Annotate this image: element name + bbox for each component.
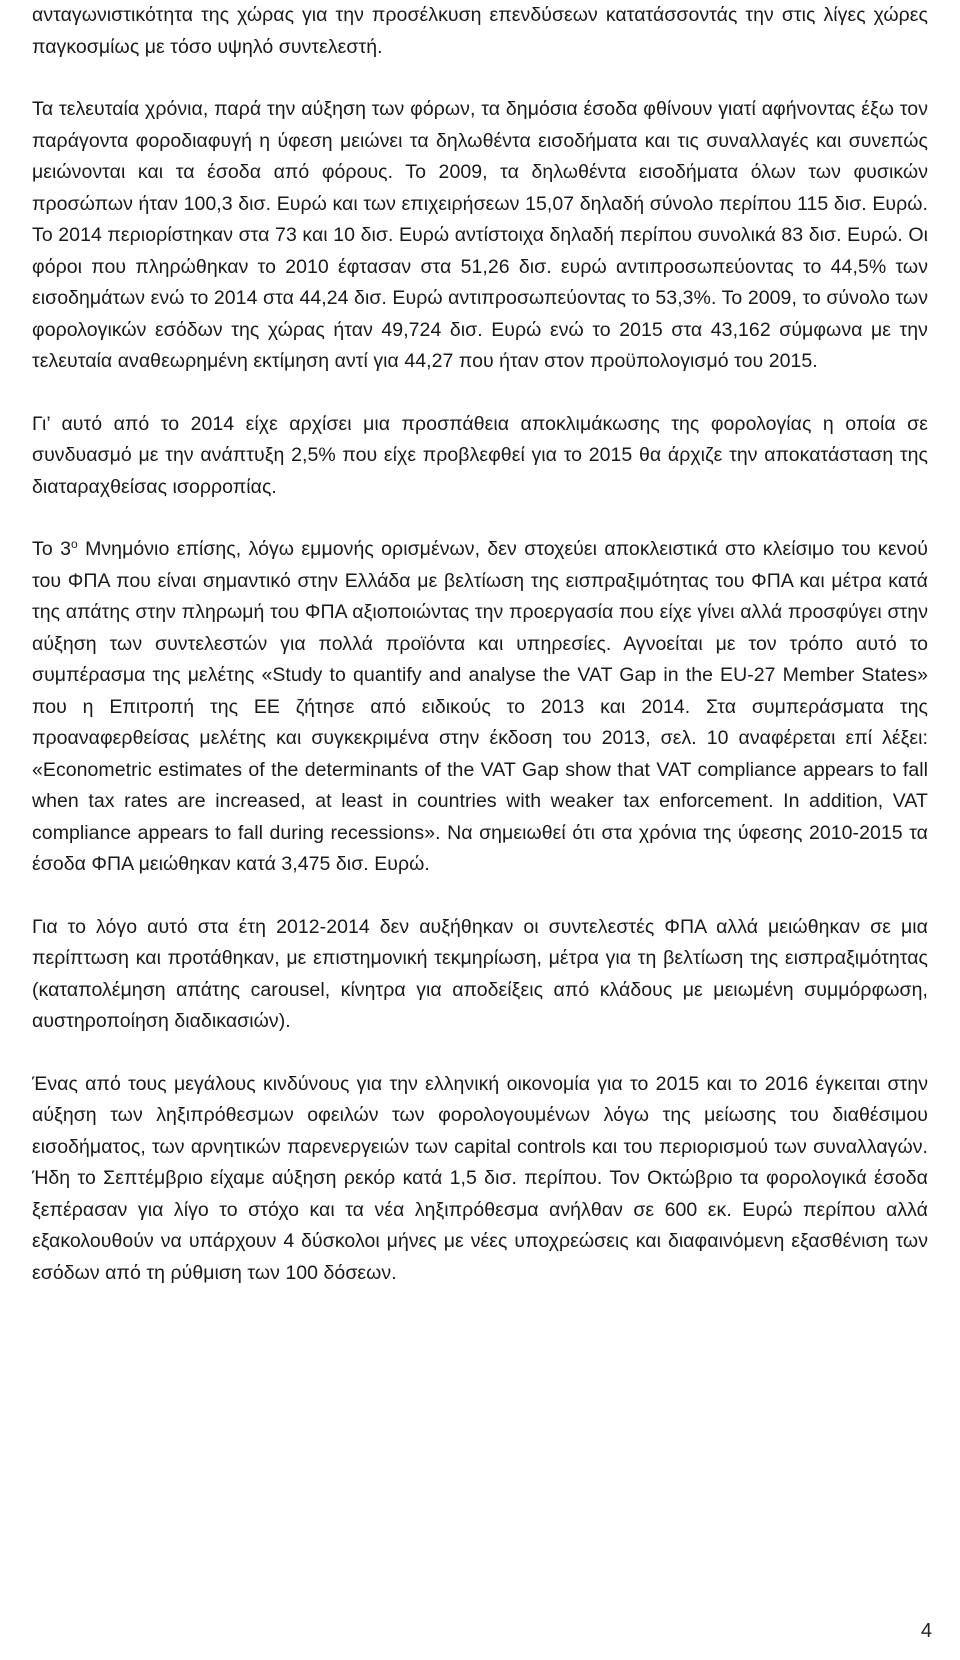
paragraph-competitiveness: ανταγωνιστικότητα της χώρας για την προσέλκυση επενδύσεων κατατάσσοντάς την στις λίγες χώρες παγκοσμίως με τόσο υψηλό συντελεστή. bbox=[32, 4, 928, 58]
page-number: 4 bbox=[920, 1620, 932, 1642]
paragraph-arrears-risk: Ένας από τους μεγάλους κινδύνους για την ελληνική οικονομία για το 2015 και το 2016 έγκειται στην αύξηση των ληξιπρόθεσμων οφειλών των φορολογουμένων λόγω της μείωσης του διαθέσιμου εισοδήματος, των αρνητικών παρενεργειών των capital controls και του περιορισμού των συναλλαγών. Ήδη το Σεπτέμβριο είχαμε αύξηση ρεκόρ κατά 1,5 δισ. περίπου. Τον Οκτώβριο τα φορολογικά έσοδα ξεπέρασαν για λίγο το στόχο και τα νέα ληξιπρόθεσμα ανήλθαν σε 600 εκ. Ευρώ περίπου αλλά εξακολουθούν να υπάρχουν 4 δύσκολοι μήνες με νέες υποχρεώσεις και διαφαινόμενη εξασθένιση των εσόδων από τη ρύθμιση των 100 δόσεων. bbox=[32, 1072, 928, 1284]
paragraph-public-revenues: Τα τελευταία χρόνια, παρά την αύξηση των φόρων, τα δημόσια έσοδα φθίνουν γιατί αφήνοντας έξω τον παράγοντα φοροδιαφυγή η ύφεση μειώνει τα δηλωθέντα εισοδήματα και τις συναλλαγές και συνεπώς μειώνονται και τα έσοδα από φόρους. Το 2009, τα δηλωθέντα εισοδήματα όλων των φυσικών προσώπων ήταν 100,3 δισ. Ευρώ και των επιχειρήσεων 15,07 δηλαδή σύνολο περίπου 115 δισ. Ευρώ. Το 2014 περιορίστηκαν στα 73 και 10 δισ. Ευρώ αντίστοιχα δηλαδή περίπου συνολικά 83 δισ. Ευρώ. Οι φόροι που πληρώθηκαν το 2010 έφτασαν στα 51,26 δισ. ευρώ αντιπροσωπεύοντας το 44,5% των εισοδημάτων ενώ το 2014 στα 44,24 δισ. Ευρώ αντιπροσωπεύοντας το 53,3%. Το 2009, το σύνολο των φορολογικών εσόδων της χώρας ήταν 49,724 δισ. Ευρώ ενώ το 2015 στα 43,162 σύμφωνα με την τελευταία αναθεωρημένη εκτίμηση αντί για 44,27 που ήταν στον προϋπολογισμό του 2015. bbox=[32, 98, 928, 372]
paragraph-tax-deescalation: Γι’ αυτό από το 2014 είχε αρχίσει μια προσπάθεια αποκλιμάκωσης της φορολογίας η οποία σε συνδυασμό με την ανάπτυξη 2,5% που είχε προβλεφθεί για το 2015 θα άρχιζε την αποκατάσταση της διαταραχθείσας ισορροπίας. bbox=[32, 412, 928, 498]
ordinal-superscript: ο bbox=[70, 537, 78, 551]
paragraph-vat-rates-2012-2014: Για το λόγο αυτό στα έτη 2012-2014 δεν αυξήθηκαν οι συντελεστές ΦΠΑ αλλά μειώθηκαν σε μια περίπτωση και προτάθηκαν, με επιστημονική τεκμηρίωση, μέτρα για τη βελτίωση της εισπραξιμότητας (καταπολέμηση απάτης carousel, κίνητρα για αποδείξεις από κλάδους με μειωμένη συμμόρφωση, αυστηροποίηση διαδικασιών). bbox=[32, 915, 928, 1032]
paragraph-third-memorandum-lead: Το 3 bbox=[32, 538, 71, 560]
paragraph-third-memorandum-vat bbox=[32, 534, 928, 881]
paragraph-third-memorandum-text: Μνημόνιο επίσης, λόγω εμμονής ορισμένων, δεν στοχεύει αποκλειστικά στο κλείσιμο του κενού του ΦΠΑ που είναι σημαντικό στην Ελλάδα με βελτίωση της εισπραξιμότητας του ΦΠΑ και μέτρα κατά της απάτης στην πληρωμή του ΦΠΑ αξιοποιώντας την προεργασία που είχε γίνει αλλά προσφύγει στην αύξηση των συντελεστών για πολλά προϊόντα και υπηρεσίες. Αγνοείται με τον τρόπο αυτό το συμπέρασμα της μελέτης «Study to quantify and analyse the VAT Gap in the EU-27 Member States» που η Επιτροπή της ΕΕ ζήτησε από ειδικούς το 2013 και 2014. Στα συμπεράσματα της προαναφερθείσας μελέτης και συγκεκριμένα στην έκδοση του 2013, σελ. 10 αναφέρεται επί λέξει: «Econometric estimates of the determinants of the VAT Gap show that VAT compliance appears to fall when tax rates are increased, at least in countries with weaker tax enforcement. In addition, VAT compliance appears to fall during recessions». Να σημειωθεί ότι στα χρόνια της ύφεσης 2010-2015 τα έσοδα ΦΠΑ μειώθηκαν κατά 3,475 δισ. Ευρώ. bbox=[32, 538, 929, 875]
document-body bbox=[32, 0, 928, 1289]
